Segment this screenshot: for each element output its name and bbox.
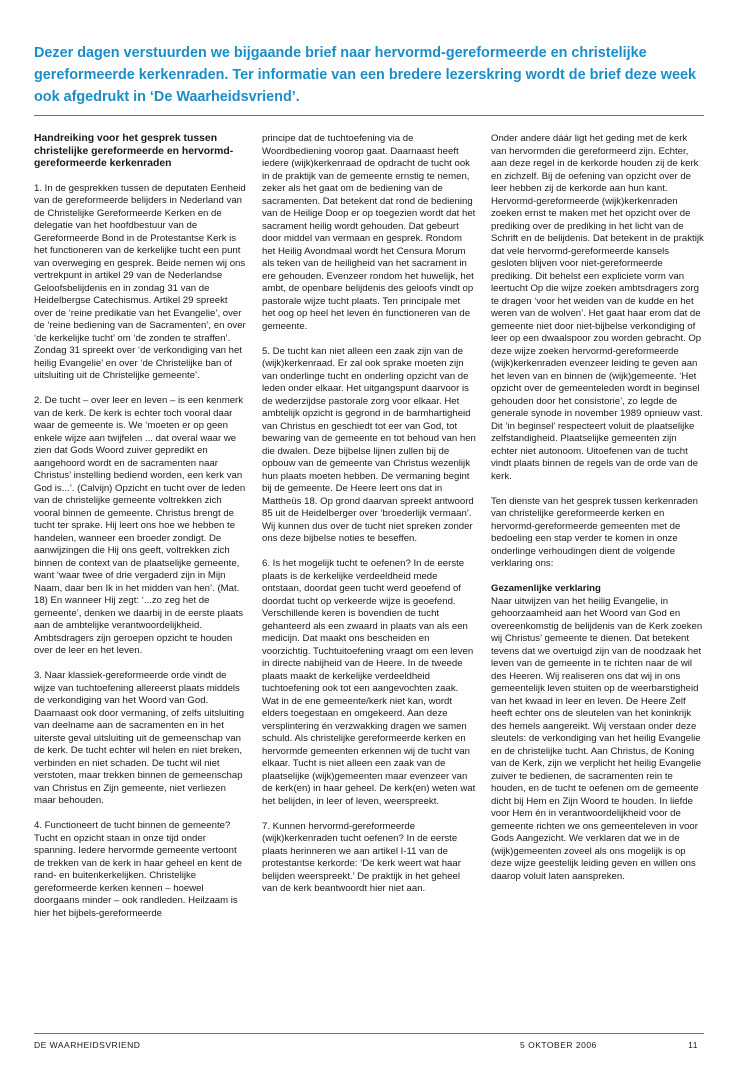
paragraph-5: 5. De tucht kan niet alleen een zaak zijn van de (wijk)kerkenraad. Er zal ook sprake moeten zijn van onderlinge tucht en onderling opzicht van de leden onder elkaar. Het uitgangspunt daarvoor is de wederzijdse pastorale zorg voor elkaar. Het ambtelijk opzicht is gegrond in de barmhartigheid van Christus en geschiedt tot eer van God, tot bewaring van de gemeente en tot behoud van hen die dwalen. Deze bijbelse lijnen zullen bij de opbouw van de gemeente van Christus wezenlijk hun plaats moeten hebben. De vermaning begint bij de gemeente. De Heere leert ons dat in Mattheüs 18. Op grond daarvan spreekt antwoord 85 uit de Heidelberger over ‘broederlijk vermaan’. Wij kunnen dus over de tucht niet spreken zonder ons deze bijbelse noties te beseffen. — [262, 345, 476, 544]
paragraph-1: 1. In de gesprekken tussen de deputaten Eenheid van de gereformeerde belijders in Nederland van de Christelijke Gereformeerde Kerken en de delegatie van het hoofdbestuur van de Gereformeerde Bond in de Protestantse Kerk is het functioneren van de kerkelijke tucht een punt van overweging en gesprek. Beide nemen wij ons vertrekpunt in artikel 29 van de Nederlandse Geloofsbelijdenis en in zondag 31 van de Heidelbergse Catechismus. Artikel 29 spreekt over de ‘reine predikatie van het Evangelie’, over de ‘reine bediening van de Sacramenten’, en over ‘de kerkelijke tucht’ om ‘de zonden te straffen’. Zondag 31 spreekt over ‘de verkondiging van het heilig Evangelie’ en over ‘de Christelijke ban of uitsluiting uit de Christelijke gemeente’. — [34, 182, 246, 381]
paragraph-2: 2. De tucht – over leer en leven – is een kenmerk van de kerk. De kerk is echter toch vooral daar waar de gemeente is. We ‘moeten er op geen enkele wijze aan twijfelen ... dat overal waar we zien dat Gods Woord zuiver gepredikt en aangehoord wordt en de sacramenten naar Christus’ instelling bediend worden, een kerk van God is...’. (Calvijn) Opzicht en tucht over de leden van de christelijke gemeente voltrekken zich vooral binnen de gemeente. Christus brengt de tucht ter sprake. Hij leert ons hoe we hebben te handelen, wanneer een broeder zondigt. De aanwijzingen die Hij ons geeft, voltrekken zich binnen de context van de plaatselijke gemeente, want ‘waar twee of drie vergaderd zijn in Mijn Naam, daar ben Ik in het midden van hen’. (Mat. 18) En wanneer Hij zegt: ‘...zo zeg het de gemeente’, denken we daarbij in de eerste plaats aan de ambtelijke verantwoordelijkheid. Ambtsdragers zijn geroepen opzicht te houden over de leer en het leven. — [34, 395, 246, 656]
paragraph-service: Ten dienste van het gesprek tussen kerkenraden van christelijke gereformeerde kerken en hervormd-gereformeerde gemeenten met de bedoeling een stap verder te komen in onze onderlinge verhoudingen dient de volgende verklaring ons: — [491, 495, 698, 569]
column-1 — [34, 133, 248, 920]
paragraph-4-continued: principe dat de tuchtoefening via de Woordbediening voorop gaat. Daarnaast heeft iedere (wijk)kerkenraad de opdracht de tucht ook in de praktijk van de gemeente ernstig te nemen, zeker als het gaat om de bediening van de sacramenten. Dat betekent dat rond de bediening van de Heilige Doop er op toegezien wordt dat het sacrament heilig wordt gehouden. Dat gebeurt door middel van vermaan en gesprek. Rondom het Heilig Avondmaal wordt het Censura Morum als teken van de heiligheid van het sacrament in ere gehouden. Evenzeer rondom het huwelijk, het ambt, de openbare belijdenis des geloofs vindt op pastorale wijze tucht plaats. Ten principale met het oog op heel het leven én functioneren van de gemeente. — [262, 133, 476, 332]
page-footer — [34, 1040, 704, 1054]
paragraph-3: 3. Naar klassiek-gereformeerde orde vindt de wijze van tuchtoefening allereerst plaats middels de verkondiging van het Woord van God. Daarnaast ook door vermaning, of zelfs uitsluiting van deelname aan de sacramenten en in het uiterste geval uitsluiting uit de gemeenschap van de kerk. De tucht echter wil helen en niet breken, verbinden en niet schaden. De tucht wil niet verstoten, maar trekken binnen de gemeenschap van Christus en Zijn gemeente, niet verliezen maar behouden. — [34, 670, 245, 806]
top-divider — [34, 115, 704, 116]
article-heading: Handreiking voor het gesprek tussen christelijke gereformeerde en hervormd-gereformeerde kerkenraden — [34, 133, 234, 169]
column-2 — [262, 133, 476, 896]
paragraph-7: 7. Kunnen hervormd-gereformeerde (wijk)kerkenraden tucht oefenen? In de eerste plaats herinneren we aan artikel I-11 van de protestantse kerkorde: ‘De kerk weert wat haar belijden weerspreekt.’ De praktijk in het geheel van de kerk beantwoordt hier niet aan. — [262, 820, 461, 894]
footer-date: 5 OKTOBER 2006 — [520, 1040, 597, 1050]
page-number: 11 — [688, 1040, 698, 1050]
column-3 — [491, 133, 705, 883]
paragraph-6: 6. Is het mogelijk tucht te oefenen? In de eerste plaats is de kerkelijke verdeeldheid mede ontstaan, doordat geen tucht werd geoefend of doordat tucht op verkeerde wijze is geoefend. Verschillende keren is bovendien de tucht gehanteerd als een zwaard in plaats van als een medicijn. Dat maakt ons bescheiden en voorzichtig. Tuchtuitoefening vraagt om een leven in directe nabijheid van de Heere. In de tweede plaats maakt de kerkelijke verdeeldheid tuchtoefening ook tot een aangevochten zaak. Wat in de ene gemeente/kerk niet kan, wordt elders toegestaan en omgekeerd. Aan deze versplintering én verzwakking dragen we samen schuld. Als christelijke gereformeerde kerken en hervormde gemeenten erkennen wij de tucht van elkaar. Tucht is niet alleen een zaak van de plaatselijke (wijk)gemeenten maar evenzeer van de kerk(en) in haar geheel. De kerk(en) weten wat het belijden, in leer of leven, weerspreekt. — [262, 558, 476, 807]
declaration-heading: Gezamenlijke verklaring — [491, 583, 601, 594]
paragraph-7-continued: Onder andere dáár ligt het geding met de kerk van hervormden die gereformeerd zijn. Echter, aan deze regel in de kerkorde houden zij de kerk en zichzelf. Bij de oefening van opzicht over de leer hebben zij de kerkorde aan hun kant. Hervormd-gereformeerde (wijk)kerkenraden zoeken ernst te maken met het opzicht over de prediking over de prediking in het licht van de Schrift en de belijdenis. Dat betekent in de praktijk dat vele hervormd-gereformeerde kansels gesloten blijven voor niet-gereformeerde prediking. Dit behelst een expliciete vorm van leertucht Op die wijze zoeken ambtsdragers zorg te dragen ‘voor het weiden van de kudde en het weren van de wolven’. Het gaat haar erom dat de gemeente niet door niet-bijbelse verkondiging of leer op een dwaalspoor zou worden gebracht. Op deze wijze zoeken hervormd-gereformeerde (wijk)kerkenraden evenzeer leiding te geven aan het leven van en binnen de (wijk)gemeente. ‘Het opzicht over de gemeenteleden wordt in beginsel gehouden door het consistorie’, zo legde de generale synode in november 1989 opnieuw vast. Dit ‘in beginsel’ respecteert voluit de plaatselijke zelfstandigheid. Plaatselijke gemeenten zijn echter niet autonoom. Uitoefenen van de tucht vindt plaats binnen de regels van de orde van de kerk. — [491, 133, 704, 482]
paragraph-4: 4. Functioneert de tucht binnen de gemeente? Tucht en opzicht staan in onze tijd onder spanning. Iedere hervormde gemeente vertoont de trekken van de kerk in haar geheel en kent de rand- en buitenkerkelijken. Christelijke gereformeerde kerken kennen – hoewel doorgaans minder – ook randleden. Heilzaam is hier het bijbels-gereformeerde — [34, 820, 243, 919]
intro-text: Dezer dagen verstuurden we bijgaande brief naar hervormd-gereformeerde en christelijke gereformeerde kerkenraden. Ter informatie van een bredere lezerskring wordt de brief deze week ook afgedrukt in ‘De Waarheidsvriend’. — [34, 45, 696, 105]
declaration-text: Naar uitwijzen van het heilig Evangelie, in gehoorzaamheid aan het Woord van God en overeenkomstig de belijdenis van de Kerk zoeken wij Christus’ gemeente te dienen. Dat betekent tevens dat we overtuigd zijn van de noodzaak het leven van de gemeente in te richten naar de wil des Heeren. Wij realiseren ons dat wij in ons gemeentelijk leven stuiten op de weerbarstigheid van het kwaad in leer en leven. De Heere Zelf heeft echter ons de sleutelen van het koninkrijk des hemels aangereikt. Wij verstaan onder deze sleutels: de verkondiging van het heilig Evangelie en de christelijke tucht. Aan Christus, de Koning van de Kerk, zijn we verplicht het heilig Evangelie zuiver te bedienen, de sacramenten rein te houden, en de tucht te oefenen om de gemeente dicht bij Hem en Zijn Woord te houden. In liefde voor Hem én in verantwoordelijkheid voor de gemeente richten we ons gemeenteleven in voor Gods Aangezicht. We verklaren dat we in de (wijk)gemeenten zoveel als ons mogelijk is op deze wijze geestelijk leiding geven en willen ons daarop voluit laten aanspreken. — [491, 595, 703, 882]
bottom-divider — [34, 1033, 704, 1034]
footer-publication: DE WAARHEIDSVRIEND — [34, 1040, 141, 1050]
